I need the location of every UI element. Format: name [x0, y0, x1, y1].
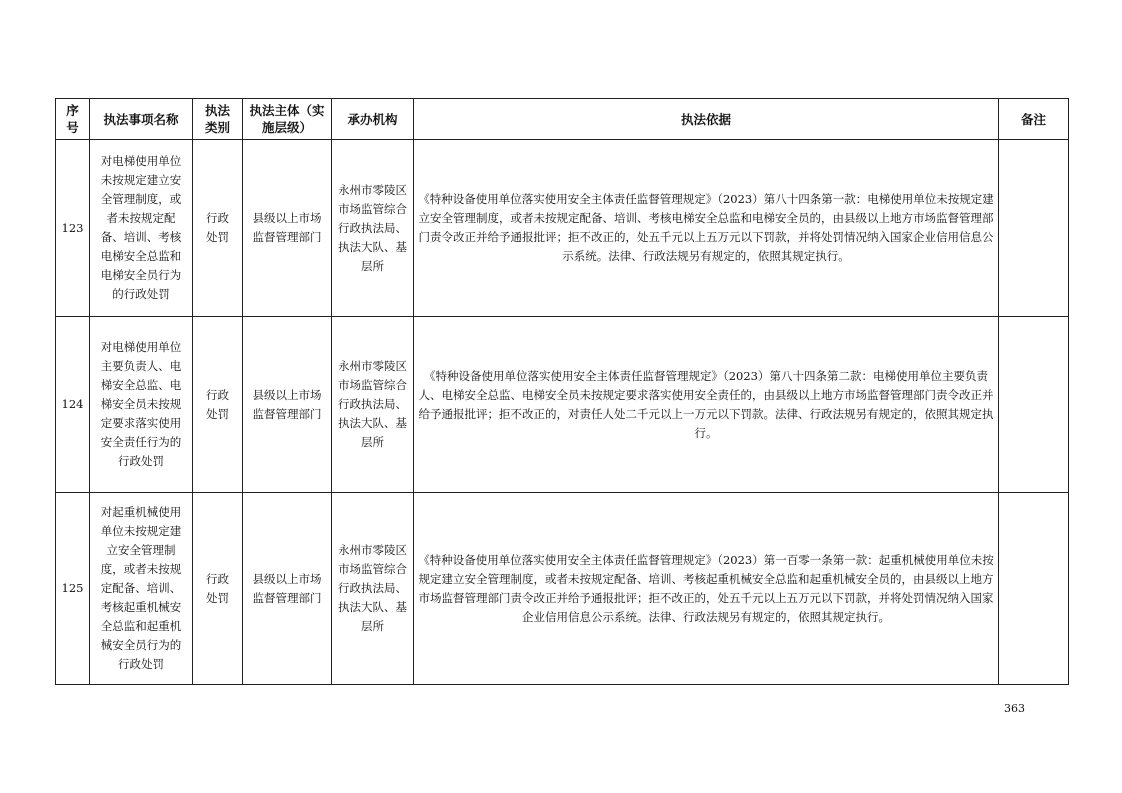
- table-row: [56, 140, 1069, 317]
- header-name: 执法事项名称: [90, 99, 193, 140]
- seq-cell: 125: [56, 493, 90, 685]
- subject-cell: 县级以上市场监督管理部门: [243, 317, 332, 493]
- header-category: 执法类别: [193, 99, 243, 140]
- item-name-cell: 对电梯使用单位未按规定建立安全管理制度，或者未按规定配备、培训、考核电梯安全总监和电梯安全员行为的行政处罚: [90, 140, 193, 317]
- item-name-cell: 对电梯使用单位主要负责人、电梯安全总监、电梯安全员未按规定要求落实使用安全责任行为的行政处罚: [90, 317, 193, 493]
- header-remarks: 备注: [999, 99, 1069, 140]
- enforcement-items-table: [55, 98, 1069, 685]
- header-row: [56, 99, 1069, 140]
- subject-cell: 县级以上市场监督管理部门: [243, 493, 332, 685]
- basis-cell: 《特种设备使用单位落实使用安全主体责任监督管理规定》（2023）第八十四条第一款：电梯使用单位未按规定建立安全管理制度，或者未按规定配备、培训、考核电梯安全总监和电梯安全员的，由县级以上地方市场监督管理部门责令改正并给予通报批评；拒不改正的，处五千元以上五万元以下罚款，并将处罚情况纳入国家企业信用信息公示系统。法律、行政法规另有规定的，依照其规定执行。: [414, 140, 999, 317]
- basis-cell: 《特种设备使用单位落实使用安全主体责任监督管理规定》（2023）第一百零一条第一款：起重机械使用单位未按规定建立安全管理制度，或者未按规定配备、培训、考核起重机械安全总监和起重机械安全员的，由县级以上地方市场监督管理部门责令改正并给予通报批评；拒不改正的，处五千元以上五万元以下罚款，并将处罚情况纳入国家企业信用信息公示系统。法律、行政法规另有规定的，依照其规定执行。: [414, 493, 999, 685]
- agency-cell: 永州市零陵区市场监管综合行政执法局、执法大队、基层所: [332, 140, 414, 317]
- category-cell: 行政处罚: [193, 140, 243, 317]
- seq-cell: 124: [56, 317, 90, 493]
- agency-cell: 永州市零陵区市场监管综合行政执法局、执法大队、基层所: [332, 317, 414, 493]
- agency-cell: 永州市零陵区市场监管综合行政执法局、执法大队、基层所: [332, 493, 414, 685]
- table-row: [56, 317, 1069, 493]
- header-agency: 承办机构: [332, 99, 414, 140]
- item-name-cell: 对起重机械使用单位未按规定建立安全管理制度，或者未按规定配备、培训、考核起重机械安全总监和起重机械安全员行为的行政处罚: [90, 493, 193, 685]
- remarks-cell: [999, 140, 1069, 317]
- header-seq: 序号: [56, 99, 90, 140]
- header-basis: 执法依据: [414, 99, 999, 140]
- subject-cell: 县级以上市场监督管理部门: [243, 140, 332, 317]
- table-row: [56, 493, 1069, 685]
- category-cell: 行政处罚: [193, 493, 243, 685]
- basis-cell: 《特种设备使用单位落实使用安全主体责任监督管理规定》（2023）第八十四条第二款：电梯使用单位主要负责人、电梯安全总监、电梯安全员未按规定要求落实使用安全责任的，由县级以上地方市场监督管理部门责令改正并给予通报批评；拒不改正的，对责任人处二千元以上一万元以下罚款。法律、行政法规另有规定的，依照其规定执行。: [414, 317, 999, 493]
- category-cell: 行政处罚: [193, 317, 243, 493]
- remarks-cell: [999, 317, 1069, 493]
- page-number: 363: [1004, 702, 1025, 715]
- header-subject: 执法主体（实施层级）: [243, 99, 332, 140]
- seq-cell: 123: [56, 140, 90, 317]
- remarks-cell: [999, 493, 1069, 685]
